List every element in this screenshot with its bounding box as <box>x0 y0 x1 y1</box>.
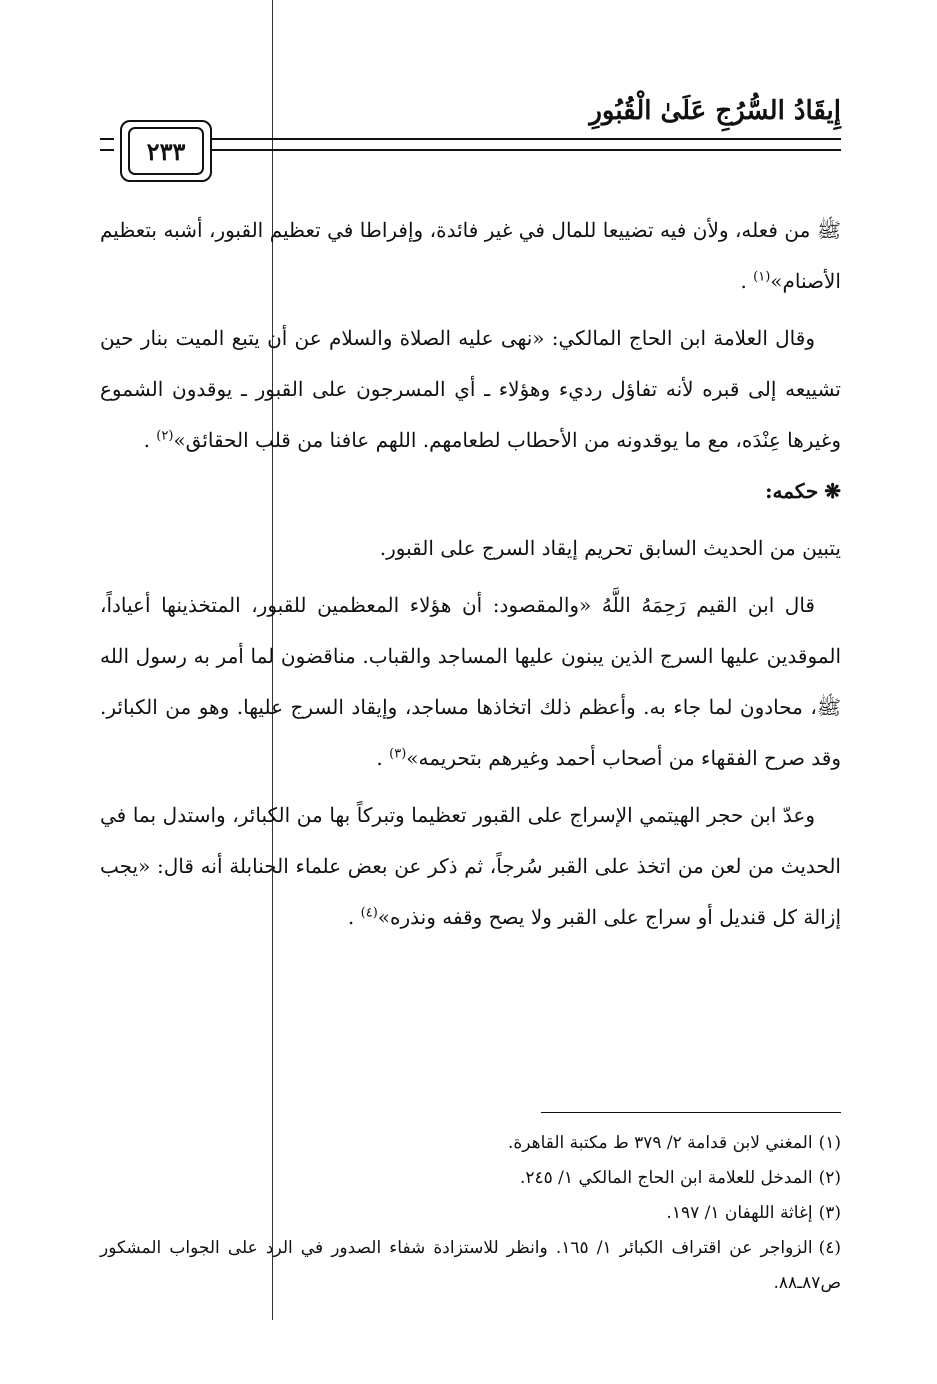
page-number-frame <box>120 120 212 182</box>
footnote-ref-4[interactable]: (٤) <box>360 905 378 921</box>
footnote-text: إغاثة اللهفان ١/ ١٩٧. <box>666 1203 813 1223</box>
paragraph-2-text: وقال العلامة ابن الحاج المالكي: «نهى عليه الصلاة والسلام عن أن يتبع الميت بنار حين تشييعه إلى قبره لأنه تفاؤل رديء وهؤلاء ـ أي المسرجون على القبور ـ يوقدون الشموع وغيرها عِنْدَه، مع ما يوقدونه من الأحطاب لطعامهم. اللهم عافنا من قلب الحقائق» <box>100 326 841 452</box>
footnote-text: المدخل للعلامة ابن الحاج المالكي ١/ ٢٤٥. <box>519 1168 813 1188</box>
page-number: ٢٣٣ <box>128 127 204 175</box>
footnote-number: (٣) <box>818 1203 841 1223</box>
footnote-number: (١) <box>818 1133 841 1153</box>
paragraph-4-period: . <box>376 746 383 770</box>
footnote-1 <box>100 1126 841 1161</box>
main-text <box>100 205 841 943</box>
footnote-text: الزواجر عن اقتراف الكبائر ١/ ١٦٥. وانظر للاستزادة شفاء الصدور في الرد على الجواب المشكور ص٨٧ـ٨٨. <box>100 1238 841 1293</box>
footnote-number: (٤) <box>818 1238 841 1258</box>
paragraph-4-text: قال ابن القيم رَحِمَهُ اللَّهُ «والمقصود: أن هؤلاء المعظمين للقبور، المتخذينها أعياداً، الموقدين عليها السرج الذين يبنون عليها المساجد والقباب. مناقضون لما أمر به رسول الله ﷺ، محادون لما جاء به. وأعظم ذلك اتخاذها مساجد، وإيقاد السرج عليها. وهو من الكبائر. وقد صرح الفقهاء من أصحاب أحمد وغيرهم بتحريمه» <box>100 593 841 770</box>
paragraph-4 <box>100 580 841 784</box>
paragraph-1-period: . <box>740 269 747 293</box>
asterism-icon: ❋ <box>824 479 841 503</box>
footnote-3 <box>100 1196 841 1231</box>
footnote-text: المغني لابن قدامة ٢/ ٣٧٩ ط مكتبة القاهرة. <box>507 1133 813 1153</box>
paragraph-3 <box>100 523 841 574</box>
footnote-number: (٢) <box>818 1168 841 1188</box>
footnote-2 <box>100 1161 841 1196</box>
footnote-ref-3[interactable]: (٣) <box>389 746 407 762</box>
header-double-rule <box>212 138 841 151</box>
paragraph-5-period: . <box>347 905 355 929</box>
footnote-separator <box>541 1112 841 1113</box>
paragraph-2 <box>100 313 841 466</box>
paragraph-1-text: ﷺ من فعله، ولأن فيه تضييعا للمال في غير فائدة، وإفراطا في تعظيم القبور، أشبه بتعظيم الأصنام» <box>100 218 841 293</box>
running-title: إِيقَادُ السُّرُجِ عَلَىٰ الْقُبُورِ <box>589 96 841 126</box>
footnotes <box>100 1126 841 1301</box>
paragraph-5 <box>100 790 841 943</box>
footnote-4 <box>100 1231 841 1301</box>
paragraph-1 <box>100 205 841 307</box>
paragraph-3-text: يتبين من الحديث السابق تحريم إيقاد السرج على القبور. <box>379 536 841 560</box>
paragraph-5-text: وعدّ ابن حجر الهيتمي الإسراج على القبور تعظيما وتبركاً بها من الكبائر، واستدل بما في الحديث من لعن من اتخذ على القبر سُرجاً، ثم ذكر عن بعض علماء الحنابلة أنه قال: «يجب إزالة كل قنديل أو سراج على القبر ولا يصح وقفه ونذره» <box>100 803 841 929</box>
section-heading <box>100 466 841 517</box>
paragraph-2-period: . <box>143 428 150 452</box>
header-double-rule-end <box>100 138 114 151</box>
footnote-ref-1[interactable]: (١) <box>753 269 771 285</box>
footnote-ref-2[interactable]: (٢) <box>156 428 174 444</box>
section-heading-text: حكمه: <box>765 479 819 503</box>
